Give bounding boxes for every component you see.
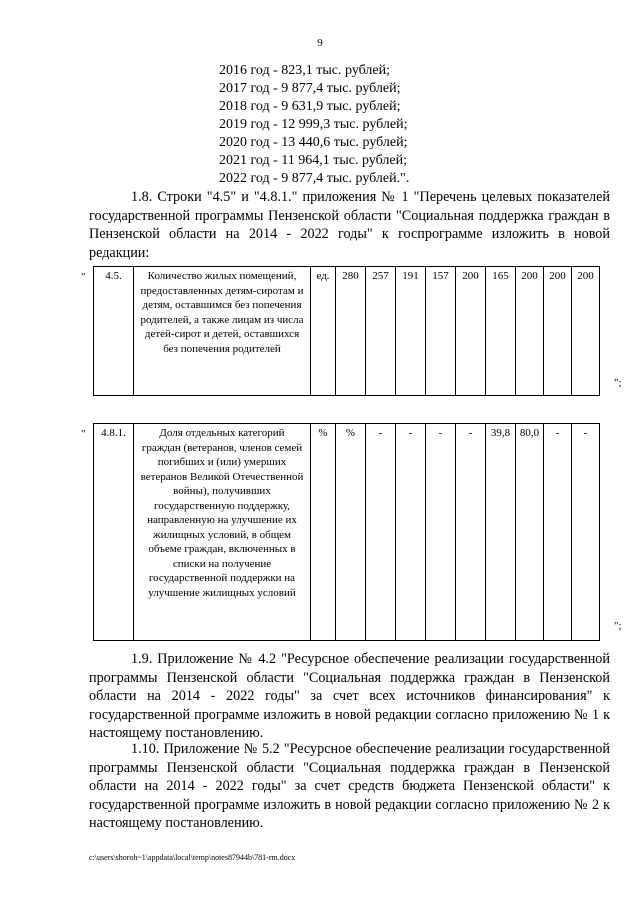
closing-quote-4-8-1: "; xyxy=(614,620,622,632)
indicator-description-cell: Доля отдельных категорий граждан (ветеранов, членов семей погибших и (или) умерших ветеранов Великой Отечественной войны), получивших государственную поддержку, направленную на улучшение их жилищных условий, в общем объеме граждан, включенных в списки на получение государственной поддержки на улучшение жилищных условий xyxy=(134,424,311,641)
value-cell: 200 xyxy=(572,267,600,396)
funding-line-2020: 2020 год - 13 440,6 тыс. рублей; xyxy=(219,135,408,150)
value-cell: 280 xyxy=(336,267,366,396)
funding-line-2022: 2022 год - 9 877,4 тыс. рублей.". xyxy=(219,171,410,186)
unit-cell: ед. xyxy=(311,267,336,396)
page-number: 9 xyxy=(317,37,323,49)
value-cell: - xyxy=(456,424,486,641)
value-cell: 200 xyxy=(516,267,544,396)
row-number-cell: 4.5. xyxy=(94,267,134,396)
value-cell: 80,0 xyxy=(516,424,544,641)
funding-line-2016: 2016 год - 823,1 тыс. рублей; xyxy=(219,63,391,78)
value-cell: 257 xyxy=(366,267,396,396)
value-cell: - xyxy=(396,424,426,641)
funding-line-2021: 2021 год - 11 964,1 тыс. рублей; xyxy=(219,153,407,168)
indicator-table-row-4-8-1 xyxy=(93,423,600,641)
value-cell: 39,8 xyxy=(486,424,516,641)
value-cell: 157 xyxy=(426,267,456,396)
opening-quote-4-8-1: " xyxy=(81,428,86,440)
closing-quote-4-5: "; xyxy=(614,377,622,389)
value-cell: - xyxy=(572,424,600,641)
value-cell: - xyxy=(544,424,572,641)
funding-line-2019: 2019 год - 12 999,3 тыс. рублей; xyxy=(219,117,408,132)
row-number-cell: 4.8.1. xyxy=(94,424,134,641)
indicator-table-row-4-5 xyxy=(93,266,600,396)
funding-line-2017: 2017 год - 9 877,4 тыс. рублей; xyxy=(219,81,401,96)
table-row xyxy=(94,424,600,641)
table-row xyxy=(94,267,600,396)
paragraph-1-10: 1.10. Приложение № 5.2 "Ресурсное обеспечение реализации государственной программы Пензенской области "Социальная поддержка граждан в Пензенской области на 2014 - 2022 годы" за счет средств бюджета Пензенской области" к государственной программе изложить в новой редакции согласно приложению № 2 к настоящему постановлению. xyxy=(89,741,610,831)
funding-line-2018: 2018 год - 9 631,9 тыс. рублей; xyxy=(219,99,401,114)
footer-file-path: c:\users\shoroh~1\appdata\local\temp\notes87944b\781-rm.docx xyxy=(89,853,296,862)
value-cell: % xyxy=(336,424,366,641)
paragraph-1-9: 1.9. Приложение № 4.2 "Ресурсное обеспечение реализации государственной программы Пензенской области "Социальная поддержка граждан в Пензенской области на 2014 - 2022 годы" за счет всех источников финансирования" к государственной программе изложить в новой редакции согласно приложению № 1 к настоящему постановлению. xyxy=(89,651,610,741)
value-cell: 200 xyxy=(456,267,486,396)
indicator-description-cell: Количество жилых помещений, предоставленных детям-сиротам и детям, оставшимся без попечения родителей, а также лицам из числа детей-сирот и детей, оставшихся без попечения родителей xyxy=(134,267,311,396)
unit-cell: % xyxy=(311,424,336,641)
value-cell: 165 xyxy=(486,267,516,396)
value-cell: 200 xyxy=(544,267,572,396)
value-cell: - xyxy=(426,424,456,641)
opening-quote-4-5: " xyxy=(81,271,86,283)
value-cell: - xyxy=(366,424,396,641)
funding-by-year-list xyxy=(219,62,409,188)
value-cell: 191 xyxy=(396,267,426,396)
paragraph-1-8: 1.8. Строки "4.5" и "4.8.1." приложения № 1 "Перечень целевых показателей государственной программы Пензенской области "Социальная поддержка граждан в Пензенской области на 2014 - 2022 годы" к госпрограмме изложить в новой редакции: xyxy=(89,189,610,261)
